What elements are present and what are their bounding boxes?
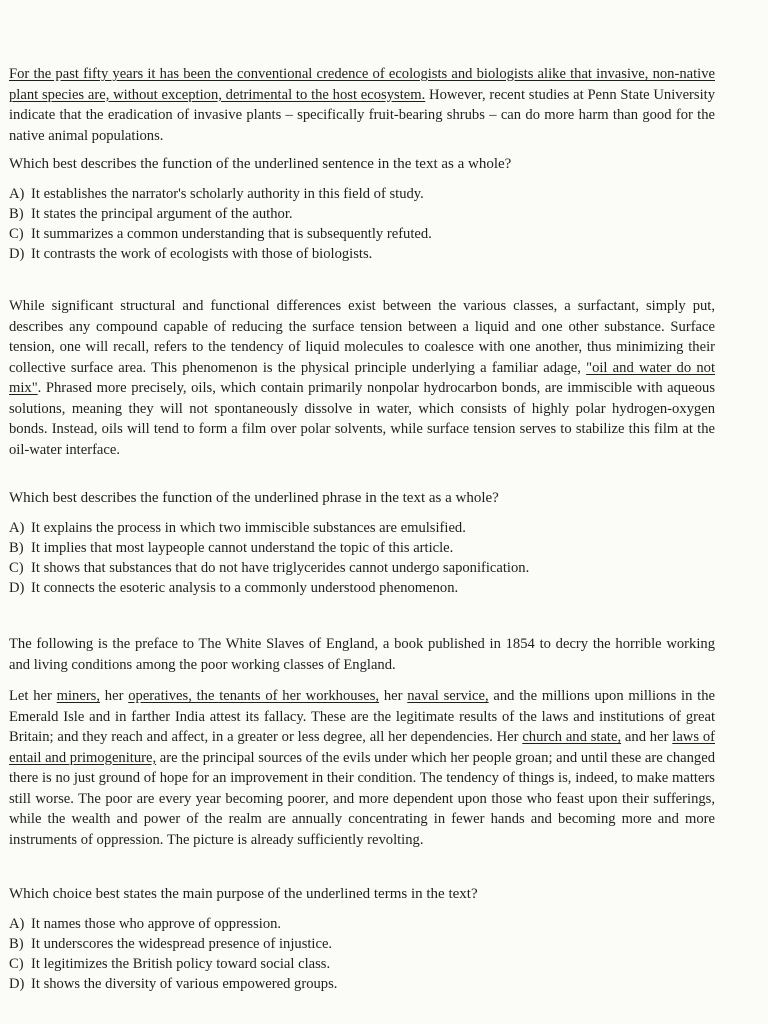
passage-1	[9, 64, 715, 146]
choice-3b[interactable]: B) It underscores the widespread presence of injustice.	[9, 936, 333, 952]
choice-1b[interactable]: B) It states the principal argument of the author.	[9, 206, 293, 222]
choices-3	[9, 914, 715, 994]
question-2: Which best describes the function of the underlined phrase in the text as a whole?	[9, 490, 499, 506]
question-1: Which best describes the function of the underlined sentence in the text as a whole?	[9, 156, 512, 172]
underlined-sentence: For the past fifty years it has been the conventional credence of ecologists and biologists alike that invasive, non-native plant species are, without exception, detrimental to the host ecosystem.	[9, 66, 715, 103]
choice-1d[interactable]: D) It contrasts the work of ecologists with those of biologists.	[9, 246, 373, 262]
choice-2b[interactable]: B) It implies that most laypeople cannot understand the topic of this article.	[9, 540, 454, 556]
choices-2	[9, 518, 715, 598]
underlined-term-laws-of-entail: laws of entail and primogeniture,	[9, 729, 715, 766]
choice-2a[interactable]: A) It explains the process in which two immiscible substances are emulsified.	[9, 520, 466, 536]
choices-1	[9, 184, 715, 264]
choice-2d[interactable]: D) It connects the esoteric analysis to a commonly understood phenomenon.	[9, 580, 459, 596]
choice-3d[interactable]: D) It shows the diversity of various empowered groups.	[9, 976, 338, 992]
underlined-term-miners: miners,	[56, 688, 101, 704]
choice-3c[interactable]: C) It legitimizes the British policy toward social class.	[9, 956, 331, 972]
choice-2c[interactable]: C) It shows that substances that do not have triglycerides cannot undergo saponification.	[9, 560, 530, 576]
underlined-term-church-and-state: church and state,	[522, 729, 622, 745]
passage-3-intro: The following is the preface to The White Slaves of England, a book published in 1854 to decry the horrible working and living conditions among the poor working classes of England.	[9, 636, 715, 673]
choice-1c[interactable]: C) It summarizes a common understanding that is subsequently refuted.	[9, 226, 432, 242]
choice-3a[interactable]: A) It names those who approve of oppression.	[9, 916, 282, 932]
passage-1-rest: However, recent studies at Penn State University indicate that the eradication of invasive plants – specifically fruit-bearing shrubs – can do more harm than good for the native animal populations.	[9, 86, 715, 144]
underlined-term-operatives: operatives, the tenants of her workhouses,	[128, 688, 380, 704]
passage-2: While significant structural and functional differences exist between the various classes, a surfactant, simply put, describes any compound capable of reducing the surface tension between a liquid and one other substance. Surface tension, one will recall, refers to the tendency of liquid molecules to coalesce with one another, thus minimizing their collective surface area. This phenomenon is the physical principle underlying a familiar adage, "oil and water do not mix". Phrased more precisely, oils, which contain primarily nonpolar hydrocarbon bonds, are immiscible with aqueous solutions, meaning they will not spontaneously dissolve in water, which consists of highly polar hydrogen-oxygen bonds. Instead, oils will tend to form a film over polar solvents, while surface tension serves to stabilize this film at the oil-water interface.	[9, 298, 715, 458]
underlined-term-naval-service: naval service,	[407, 688, 489, 704]
passage-3: Let her miners, her operatives, the tenants of her workhouses, her naval service, and the millions upon millions in the Emerald Isle and in farther India attest its fallacy. These are the legitimate results of the laws and institutions of great Britain; and they reach and affect, in a greater or less degree, all her dependencies. Her church and state, and her laws of entail and primogeniture, are the principal sources of the evils under which her people groan; and until these are changed there is no just ground of hope for an improvement in their condition. The tendency of things is, indeed, to make matters still worse. The poor are every year becoming poorer, and more dependent upon those who feast upon their sufferings, while the wealth and power of the realm are annually concentrating in fewer hands and becoming more and more instruments of oppression. The picture is already sufficiently revolting.	[9, 688, 716, 848]
underlined-phrase: "oil and water do not mix"	[9, 359, 715, 396]
question-3: Which choice best states the main purpose of the underlined terms in the text?	[9, 886, 478, 902]
choice-1a[interactable]: A) It establishes the narrator's scholarly authority in this field of study.	[9, 186, 424, 202]
